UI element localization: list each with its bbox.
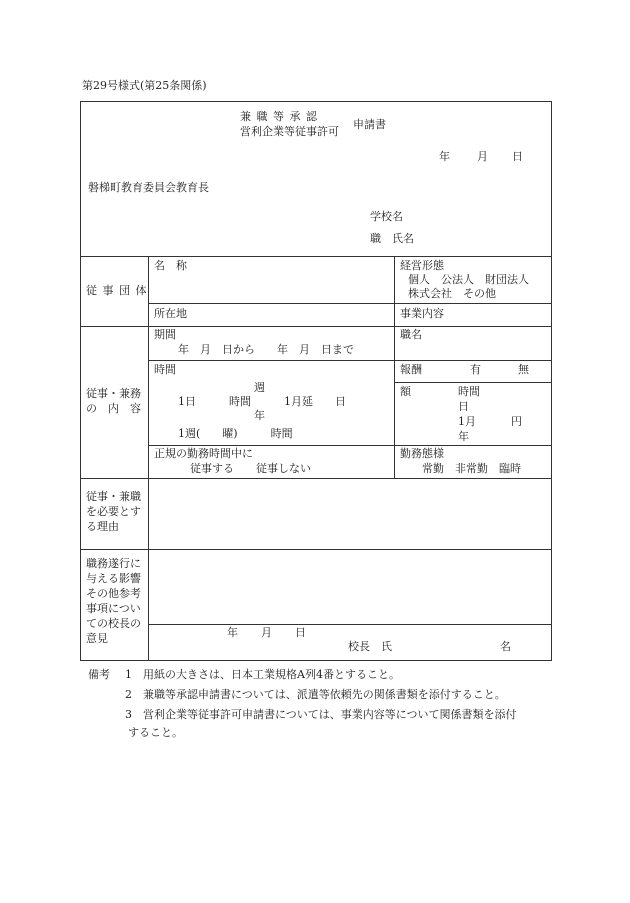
pay-no: 無 (518, 363, 529, 376)
opinion-label-1: 職務遂行に (86, 557, 141, 570)
amount-day: 日 (458, 400, 469, 413)
reason-label-1: 従事・兼職 (86, 490, 141, 503)
note-3-line2: すること。 (128, 726, 183, 739)
amount-month: 1月 (458, 415, 476, 428)
opinion-label-4: 事項につい (86, 602, 141, 615)
org-address-label: 所在地 (154, 307, 187, 320)
work-type-options: 常勤 非常勤 臨時 (422, 462, 521, 475)
org-mgmt-line1: 個人 公法人 財団法人 (408, 273, 529, 286)
principal-label: 校長 氏 (348, 640, 392, 653)
divider-duty-reason (80, 478, 552, 479)
title-suffix: 申請書 (353, 118, 386, 131)
amount-year: 年 (458, 430, 469, 443)
divider-reason-opinion (80, 549, 552, 550)
divider-period (148, 360, 552, 361)
org-mgmt-line2: 株式会社 その他 (408, 287, 496, 300)
reason-label-3: る理由 (86, 520, 119, 533)
divider-header (80, 256, 552, 257)
note-1-num: 1 (125, 668, 132, 681)
divider-opinion-date (148, 624, 552, 625)
opinion-label-3: その他参考 (86, 587, 141, 600)
note-2: 兼職等承認申請書については、派遣等依頼先の関係書類を添付すること。 (143, 688, 506, 701)
note-3-line1: 営利企業等従事許可申請書については、事業内容等について関係書類を添付 (143, 708, 517, 721)
note-1: 用紙の大きさは、日本工業規格A列4番とすること。 (143, 668, 400, 681)
divider-duty-mid (394, 326, 395, 478)
time-month-ext: 1月延 日 (284, 395, 346, 408)
notes-heading: 備考 (88, 668, 110, 681)
divider-org-mid (394, 256, 395, 326)
org-section-label: 従 事 団 体 (86, 284, 148, 297)
regular-hours-label: 正規の勤務時間中に (154, 447, 253, 460)
time-weekday: 1週( 曜) 時間 (178, 427, 293, 440)
time-day: 1日 時間 (178, 395, 251, 408)
divider-org-duty (80, 326, 552, 327)
principal-name-suffix: 名 (500, 640, 511, 653)
header-date-month: 月 (477, 150, 488, 163)
opinion-date-year: 年 (227, 626, 238, 639)
divider-time (148, 445, 552, 446)
opinion-label-6: 意見 (86, 632, 108, 645)
form-number: 第29号様式(第25条関係) (82, 79, 207, 92)
pay-yes: 有 (470, 363, 481, 376)
header-date-day: 日 (512, 150, 523, 163)
note-2-num: 2 (125, 688, 132, 701)
opinion-label-5: ての校長の (86, 617, 141, 630)
pay-label: 報酬 (400, 363, 422, 376)
divider-org-address (148, 303, 552, 304)
title-bottom: 営利企業等従事許可 (240, 125, 339, 138)
period-value: 年 月 日から 年 月 日まで (178, 343, 354, 356)
addressee: 磐梯町教育委員会教育長 (88, 181, 209, 194)
period-label: 期間 (154, 328, 176, 341)
time-week: 週 (254, 381, 265, 394)
org-mgmt-label: 経営形態 (400, 259, 444, 272)
opinion-label-2: 与える影響 (86, 572, 141, 585)
header-date-year: 年 (439, 150, 450, 163)
reason-label-2: を必要とす (86, 505, 141, 518)
org-name-label: 名 称 (154, 259, 187, 272)
opinion-date-day: 日 (295, 626, 306, 639)
amount-yen: 円 (511, 415, 522, 428)
note-3-num: 3 (125, 708, 132, 721)
school-label: 学校名 (370, 210, 403, 223)
duty-section-label-2: の 内 容 (86, 402, 141, 415)
divider-pay (394, 382, 552, 383)
time-label: 時間 (154, 363, 176, 376)
time-year: 年 (254, 409, 265, 422)
amount-label: 額 (400, 385, 411, 398)
name-label: 職 氏名 (370, 232, 414, 245)
work-type-label: 勤務態様 (400, 447, 444, 460)
amount-hour: 時間 (458, 385, 480, 398)
org-business-label: 事業内容 (400, 307, 444, 320)
opinion-date-month: 月 (261, 626, 272, 639)
duty-section-label-1: 従事・兼務 (86, 387, 141, 400)
divider-label-column (148, 256, 149, 660)
title-top: 兼 職 等 承 認 (240, 110, 318, 123)
position-label: 職名 (400, 328, 422, 341)
regular-hours-options: 従事する 従事しない (190, 462, 311, 475)
